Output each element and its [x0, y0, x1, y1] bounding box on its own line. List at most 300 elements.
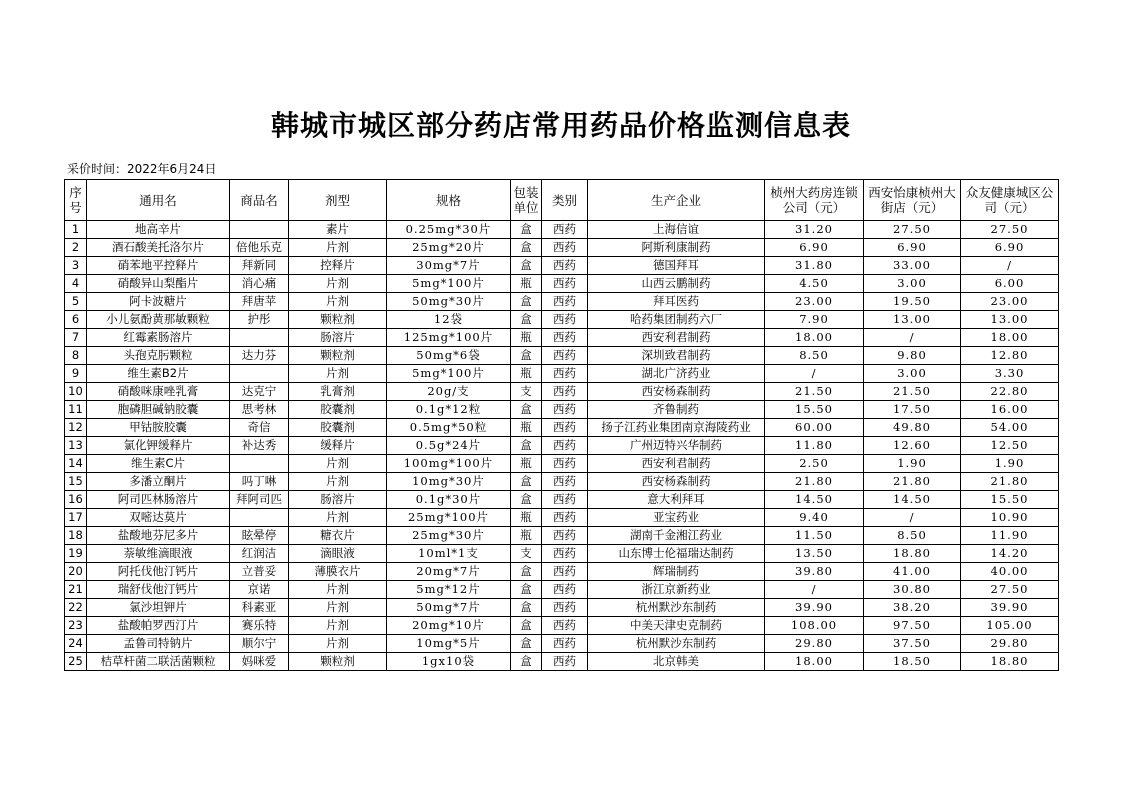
cell-manufacturer: 扬子江药业集团南京海陵药业: [588, 419, 765, 437]
cell-category: 西药: [542, 383, 588, 401]
cell-spec: 50mg*6袋: [387, 347, 511, 365]
cell-generic-name: 阿司匹林肠溶片: [87, 491, 230, 509]
cell-trade-name: [230, 455, 289, 473]
cell-spec: 100mg*100片: [387, 455, 511, 473]
cell-trade-name: 拜阿司匹: [230, 491, 289, 509]
cell-store-1-price: 4.50: [765, 275, 864, 293]
cell-spec: 50mg*7片: [387, 599, 511, 617]
table-row: [65, 275, 1059, 293]
cell-package-unit: 盒: [511, 491, 542, 509]
cell-category: 西药: [542, 491, 588, 509]
cell-manufacturer: 西安杨森制药: [588, 473, 765, 491]
table-row: [65, 293, 1059, 311]
cell-package-unit: 盒: [511, 653, 542, 671]
cell-category: 西药: [542, 635, 588, 653]
cell-package-unit: 瓶: [511, 365, 542, 383]
header-store-3-price: 众友健康城区公司（元）: [961, 180, 1059, 221]
cell-manufacturer: 辉瑞制药: [588, 563, 765, 581]
cell-dosage-form: 颗粒剂: [289, 653, 387, 671]
cell-store-2-price: 18.50: [864, 653, 961, 671]
cell-dosage-form: 素片: [289, 221, 387, 239]
cell-dosage-form: 肠溶片: [289, 329, 387, 347]
cell-manufacturer: 德国拜耳: [588, 257, 765, 275]
cell-store-1-price: 6.90: [765, 239, 864, 257]
cell-store-2-price: 9.80: [864, 347, 961, 365]
cell-dosage-form: 滴眼液: [289, 545, 387, 563]
cell-store-1-price: 60.00: [765, 419, 864, 437]
cell-trade-name: [230, 221, 289, 239]
cell-index: 17: [65, 509, 87, 527]
survey-date: 采价时间：2022年6月24日: [67, 162, 217, 176]
cell-manufacturer: 意大利拜耳: [588, 491, 765, 509]
table-header-row: [65, 180, 1059, 221]
cell-trade-name: 消心痛: [230, 275, 289, 293]
cell-store-3-price: 105.00: [961, 617, 1059, 635]
cell-store-2-price: 1.90: [864, 455, 961, 473]
cell-store-1-price: /: [765, 581, 864, 599]
cell-dosage-form: 片剂: [289, 617, 387, 635]
cell-store-1-price: 29.80: [765, 635, 864, 653]
cell-index: 7: [65, 329, 87, 347]
cell-generic-name: 阿托伐他汀钙片: [87, 563, 230, 581]
cell-spec: 10mg*5片: [387, 635, 511, 653]
table-row: [65, 599, 1059, 617]
price-table: [64, 179, 1059, 671]
cell-store-3-price: 18.80: [961, 653, 1059, 671]
cell-spec: 25mg*100片: [387, 509, 511, 527]
header-spec: 规格: [387, 180, 511, 221]
cell-category: 西药: [542, 419, 588, 437]
cell-package-unit: 盒: [511, 257, 542, 275]
cell-package-unit: 瓶: [511, 329, 542, 347]
cell-package-unit: 盒: [511, 599, 542, 617]
cell-generic-name: 甲钴胺胶囊: [87, 419, 230, 437]
cell-trade-name: [230, 365, 289, 383]
cell-store-3-price: 12.50: [961, 437, 1059, 455]
cell-trade-name: 科素亚: [230, 599, 289, 617]
cell-index: 3: [65, 257, 87, 275]
cell-dosage-form: 片剂: [289, 293, 387, 311]
cell-store-3-price: 27.50: [961, 581, 1059, 599]
header-generic-name: 通用名: [87, 180, 230, 221]
cell-category: 西药: [542, 437, 588, 455]
cell-store-2-price: 27.50: [864, 221, 961, 239]
header-dosage-form: 剂型: [289, 180, 387, 221]
cell-manufacturer: 广州迈特兴华制药: [588, 437, 765, 455]
cell-index: 18: [65, 527, 87, 545]
cell-category: 西药: [542, 293, 588, 311]
cell-store-2-price: 19.50: [864, 293, 961, 311]
cell-store-2-price: 97.50: [864, 617, 961, 635]
cell-package-unit: 盒: [511, 473, 542, 491]
cell-package-unit: 盒: [511, 617, 542, 635]
cell-manufacturer: 拜耳医药: [588, 293, 765, 311]
cell-store-3-price: 14.20: [961, 545, 1059, 563]
cell-generic-name: 酒石酸美托洛尔片: [87, 239, 230, 257]
cell-spec: 10mg*30片: [387, 473, 511, 491]
cell-package-unit: 瓶: [511, 419, 542, 437]
cell-trade-name: 眩晕停: [230, 527, 289, 545]
cell-trade-name: 奇信: [230, 419, 289, 437]
cell-store-3-price: 1.90: [961, 455, 1059, 473]
cell-spec: 5mg*100片: [387, 365, 511, 383]
cell-category: 西药: [542, 365, 588, 383]
cell-index: 14: [65, 455, 87, 473]
cell-index: 19: [65, 545, 87, 563]
cell-generic-name: 多潘立酮片: [87, 473, 230, 491]
cell-index: 25: [65, 653, 87, 671]
cell-store-1-price: 13.50: [765, 545, 864, 563]
cell-package-unit: 盒: [511, 581, 542, 599]
cell-spec: 20mg*7片: [387, 563, 511, 581]
cell-generic-name: 头孢克肟颗粒: [87, 347, 230, 365]
cell-package-unit: 瓶: [511, 509, 542, 527]
cell-spec: 5mg*12片: [387, 581, 511, 599]
cell-category: 西药: [542, 581, 588, 599]
cell-category: 西药: [542, 653, 588, 671]
cell-store-3-price: 12.80: [961, 347, 1059, 365]
table-row: [65, 257, 1059, 275]
cell-package-unit: 盒: [511, 401, 542, 419]
cell-spec: 0.5g*24片: [387, 437, 511, 455]
cell-dosage-form: 片剂: [289, 365, 387, 383]
cell-generic-name: 维生素C片: [87, 455, 230, 473]
cell-store-3-price: 23.00: [961, 293, 1059, 311]
cell-store-1-price: 14.50: [765, 491, 864, 509]
cell-store-1-price: 15.50: [765, 401, 864, 419]
cell-generic-name: 盐酸帕罗西汀片: [87, 617, 230, 635]
cell-generic-name: 阿卡波糖片: [87, 293, 230, 311]
cell-trade-name: 京诺: [230, 581, 289, 599]
cell-dosage-form: 颗粒剂: [289, 311, 387, 329]
cell-manufacturer: 山西云鹏制药: [588, 275, 765, 293]
cell-dosage-form: 片剂: [289, 473, 387, 491]
cell-store-3-price: 22.80: [961, 383, 1059, 401]
cell-store-1-price: 7.90: [765, 311, 864, 329]
cell-index: 21: [65, 581, 87, 599]
cell-generic-name: 胞磷胆碱钠胶囊: [87, 401, 230, 419]
cell-trade-name: 达克宁: [230, 383, 289, 401]
cell-package-unit: 盒: [511, 347, 542, 365]
cell-store-1-price: 8.50: [765, 347, 864, 365]
cell-store-2-price: 38.20: [864, 599, 961, 617]
cell-generic-name: 硝酸咪康唑乳膏: [87, 383, 230, 401]
cell-spec: 10ml*1支: [387, 545, 511, 563]
cell-category: 西药: [542, 509, 588, 527]
cell-store-2-price: 3.00: [864, 365, 961, 383]
cell-generic-name: 孟鲁司特钠片: [87, 635, 230, 653]
cell-store-1-price: 2.50: [765, 455, 864, 473]
cell-store-2-price: /: [864, 509, 961, 527]
cell-index: 6: [65, 311, 87, 329]
cell-dosage-form: 控释片: [289, 257, 387, 275]
cell-dosage-form: 片剂: [289, 239, 387, 257]
cell-generic-name: 硝酸异山梨酯片: [87, 275, 230, 293]
cell-spec: 12袋: [387, 311, 511, 329]
cell-manufacturer: 杭州默沙东制药: [588, 635, 765, 653]
cell-store-3-price: 18.00: [961, 329, 1059, 347]
cell-trade-name: 吗丁啉: [230, 473, 289, 491]
cell-manufacturer: 齐鲁制药: [588, 401, 765, 419]
cell-trade-name: 达力芬: [230, 347, 289, 365]
cell-package-unit: 盒: [511, 437, 542, 455]
cell-dosage-form: 胶囊剂: [289, 419, 387, 437]
cell-generic-name: 红霉素肠溶片: [87, 329, 230, 347]
cell-store-2-price: 6.90: [864, 239, 961, 257]
cell-generic-name: 萘敏维滴眼液: [87, 545, 230, 563]
cell-store-1-price: 108.00: [765, 617, 864, 635]
cell-store-3-price: 39.90: [961, 599, 1059, 617]
cell-index: 20: [65, 563, 87, 581]
cell-store-3-price: 27.50: [961, 221, 1059, 239]
cell-index: 4: [65, 275, 87, 293]
cell-manufacturer: 山东博士伦福瑞达制药: [588, 545, 765, 563]
cell-generic-name: 硝苯地平控释片: [87, 257, 230, 275]
cell-package-unit: 瓶: [511, 527, 542, 545]
table-row: [65, 437, 1059, 455]
table-row: [65, 347, 1059, 365]
cell-dosage-form: 颗粒剂: [289, 347, 387, 365]
cell-store-2-price: 17.50: [864, 401, 961, 419]
table-row: [65, 239, 1059, 257]
cell-manufacturer: 西安利君制药: [588, 329, 765, 347]
cell-package-unit: 盒: [511, 239, 542, 257]
cell-index: 10: [65, 383, 87, 401]
cell-trade-name: 护彤: [230, 311, 289, 329]
cell-index: 5: [65, 293, 87, 311]
cell-trade-name: 顺尔宁: [230, 635, 289, 653]
cell-index: 12: [65, 419, 87, 437]
cell-store-1-price: 11.50: [765, 527, 864, 545]
cell-manufacturer: 西安杨森制药: [588, 383, 765, 401]
cell-spec: 0.25mg*30片: [387, 221, 511, 239]
cell-trade-name: 赛乐特: [230, 617, 289, 635]
cell-index: 1: [65, 221, 87, 239]
table-row: [65, 581, 1059, 599]
cell-trade-name: [230, 329, 289, 347]
cell-category: 西药: [542, 329, 588, 347]
cell-store-2-price: 8.50: [864, 527, 961, 545]
cell-dosage-form: 缓释片: [289, 437, 387, 455]
cell-store-3-price: 6.00: [961, 275, 1059, 293]
table-row: [65, 509, 1059, 527]
cell-package-unit: 盒: [511, 221, 542, 239]
table-row: [65, 527, 1059, 545]
cell-trade-name: 妈咪爱: [230, 653, 289, 671]
cell-spec: 20mg*10片: [387, 617, 511, 635]
cell-category: 西药: [542, 527, 588, 545]
cell-dosage-form: 片剂: [289, 581, 387, 599]
cell-spec: 5mg*100片: [387, 275, 511, 293]
cell-generic-name: 盐酸地芬尼多片: [87, 527, 230, 545]
cell-store-1-price: 11.80: [765, 437, 864, 455]
cell-dosage-form: 片剂: [289, 599, 387, 617]
cell-store-1-price: 31.20: [765, 221, 864, 239]
cell-store-2-price: 3.00: [864, 275, 961, 293]
cell-trade-name: 拜新同: [230, 257, 289, 275]
cell-store-3-price: /: [961, 257, 1059, 275]
cell-manufacturer: 湖北广济药业: [588, 365, 765, 383]
cell-store-1-price: 21.80: [765, 473, 864, 491]
header-index: 序号: [65, 180, 87, 221]
cell-index: 11: [65, 401, 87, 419]
cell-store-1-price: 39.80: [765, 563, 864, 581]
cell-store-2-price: 21.50: [864, 383, 961, 401]
cell-index: 9: [65, 365, 87, 383]
table-row: [65, 383, 1059, 401]
cell-dosage-form: 薄膜衣片: [289, 563, 387, 581]
cell-category: 西药: [542, 311, 588, 329]
cell-trade-name: 拜唐苹: [230, 293, 289, 311]
cell-category: 西药: [542, 545, 588, 563]
cell-category: 西药: [542, 563, 588, 581]
header-manufacturer: 生产企业: [588, 180, 765, 221]
cell-store-3-price: 29.80: [961, 635, 1059, 653]
cell-dosage-form: 片剂: [289, 275, 387, 293]
cell-generic-name: 地高辛片: [87, 221, 230, 239]
cell-store-2-price: 37.50: [864, 635, 961, 653]
cell-spec: 25mg*20片: [387, 239, 511, 257]
cell-dosage-form: 糖衣片: [289, 527, 387, 545]
cell-store-1-price: /: [765, 365, 864, 383]
cell-manufacturer: 湖南千金湘江药业: [588, 527, 765, 545]
cell-index: 2: [65, 239, 87, 257]
table-row: [65, 401, 1059, 419]
cell-manufacturer: 哈药集团制药六厂: [588, 311, 765, 329]
cell-category: 西药: [542, 221, 588, 239]
cell-trade-name: 红润洁: [230, 545, 289, 563]
cell-spec: 1gx10袋: [387, 653, 511, 671]
cell-store-2-price: 14.50: [864, 491, 961, 509]
cell-category: 西药: [542, 257, 588, 275]
cell-trade-name: 立普妥: [230, 563, 289, 581]
header-trade-name: 商品名: [230, 180, 289, 221]
cell-store-2-price: 41.00: [864, 563, 961, 581]
table-row: [65, 545, 1059, 563]
cell-dosage-form: 片剂: [289, 455, 387, 473]
table-row: [65, 635, 1059, 653]
cell-manufacturer: 北京韩美: [588, 653, 765, 671]
table-row: [65, 473, 1059, 491]
cell-spec: 30mg*7片: [387, 257, 511, 275]
cell-manufacturer: 浙江京新药业: [588, 581, 765, 599]
table-row: [65, 491, 1059, 509]
cell-store-3-price: 3.30: [961, 365, 1059, 383]
cell-spec: 0.1g*12粒: [387, 401, 511, 419]
cell-package-unit: 瓶: [511, 455, 542, 473]
cell-store-2-price: 33.00: [864, 257, 961, 275]
cell-store-1-price: 18.00: [765, 329, 864, 347]
cell-index: 8: [65, 347, 87, 365]
cell-dosage-form: 片剂: [289, 635, 387, 653]
cell-store-1-price: 18.00: [765, 653, 864, 671]
header-store-1-price: 桢州大药房连锁公司（元）: [765, 180, 864, 221]
cell-category: 西药: [542, 275, 588, 293]
cell-manufacturer: 中美天津史克制药: [588, 617, 765, 635]
cell-store-3-price: 15.50: [961, 491, 1059, 509]
cell-index: 13: [65, 437, 87, 455]
table-row: [65, 653, 1059, 671]
cell-store-3-price: 16.00: [961, 401, 1059, 419]
cell-index: 15: [65, 473, 87, 491]
table-row: [65, 365, 1059, 383]
cell-index: 23: [65, 617, 87, 635]
cell-category: 西药: [542, 239, 588, 257]
cell-category: 西药: [542, 401, 588, 419]
cell-category: 西药: [542, 455, 588, 473]
cell-store-3-price: 6.90: [961, 239, 1059, 257]
page-title: 韩城市城区部分药店常用药品价格监测信息表: [270, 109, 851, 142]
cell-package-unit: 瓶: [511, 275, 542, 293]
cell-spec: 125mg*100片: [387, 329, 511, 347]
cell-manufacturer: 杭州默沙东制药: [588, 599, 765, 617]
cell-spec: 0.5mg*50粒: [387, 419, 511, 437]
cell-generic-name: 双嘧达莫片: [87, 509, 230, 527]
cell-manufacturer: 阿斯利康制药: [588, 239, 765, 257]
cell-generic-name: 小儿氨酚黄那敏颗粒: [87, 311, 230, 329]
cell-store-1-price: 9.40: [765, 509, 864, 527]
header-store-2-price: 西安怡康桢州大街店（元）: [864, 180, 961, 221]
cell-manufacturer: 西安利君制药: [588, 455, 765, 473]
cell-dosage-form: 胶囊剂: [289, 401, 387, 419]
cell-index: 22: [65, 599, 87, 617]
cell-package-unit: 支: [511, 383, 542, 401]
table-row: [65, 563, 1059, 581]
cell-generic-name: 桔草杆菌二联活菌颗粒: [87, 653, 230, 671]
cell-store-2-price: 30.80: [864, 581, 961, 599]
cell-category: 西药: [542, 617, 588, 635]
header-package-unit: 包装单位: [511, 180, 542, 221]
table-row: [65, 419, 1059, 437]
cell-manufacturer: 深圳致君制药: [588, 347, 765, 365]
cell-manufacturer: 亚宝药业: [588, 509, 765, 527]
cell-package-unit: 盒: [511, 293, 542, 311]
cell-dosage-form: 乳膏剂: [289, 383, 387, 401]
cell-trade-name: [230, 509, 289, 527]
cell-spec: 25mg*30片: [387, 527, 511, 545]
table-row: [65, 311, 1059, 329]
cell-category: 西药: [542, 473, 588, 491]
cell-store-3-price: 10.90: [961, 509, 1059, 527]
table-row: [65, 455, 1059, 473]
cell-generic-name: 氯化钾缓释片: [87, 437, 230, 455]
cell-manufacturer: 上海信谊: [588, 221, 765, 239]
cell-dosage-form: 片剂: [289, 509, 387, 527]
header-category: 类别: [542, 180, 588, 221]
cell-store-3-price: 13.00: [961, 311, 1059, 329]
cell-index: 24: [65, 635, 87, 653]
cell-generic-name: 维生素B2片: [87, 365, 230, 383]
cell-category: 西药: [542, 347, 588, 365]
cell-spec: 50mg*30片: [387, 293, 511, 311]
table-row: [65, 617, 1059, 635]
cell-package-unit: 支: [511, 545, 542, 563]
cell-index: 16: [65, 491, 87, 509]
cell-store-1-price: 31.80: [765, 257, 864, 275]
cell-store-1-price: 21.50: [765, 383, 864, 401]
cell-package-unit: 盒: [511, 311, 542, 329]
cell-store-1-price: 23.00: [765, 293, 864, 311]
cell-store-3-price: 11.90: [961, 527, 1059, 545]
cell-dosage-form: 肠溶片: [289, 491, 387, 509]
cell-store-2-price: 21.80: [864, 473, 961, 491]
cell-trade-name: 思考林: [230, 401, 289, 419]
table-row: [65, 221, 1059, 239]
table-row: [65, 329, 1059, 347]
cell-category: 西药: [542, 599, 588, 617]
cell-store-2-price: 12.60: [864, 437, 961, 455]
cell-store-2-price: 18.80: [864, 545, 961, 563]
